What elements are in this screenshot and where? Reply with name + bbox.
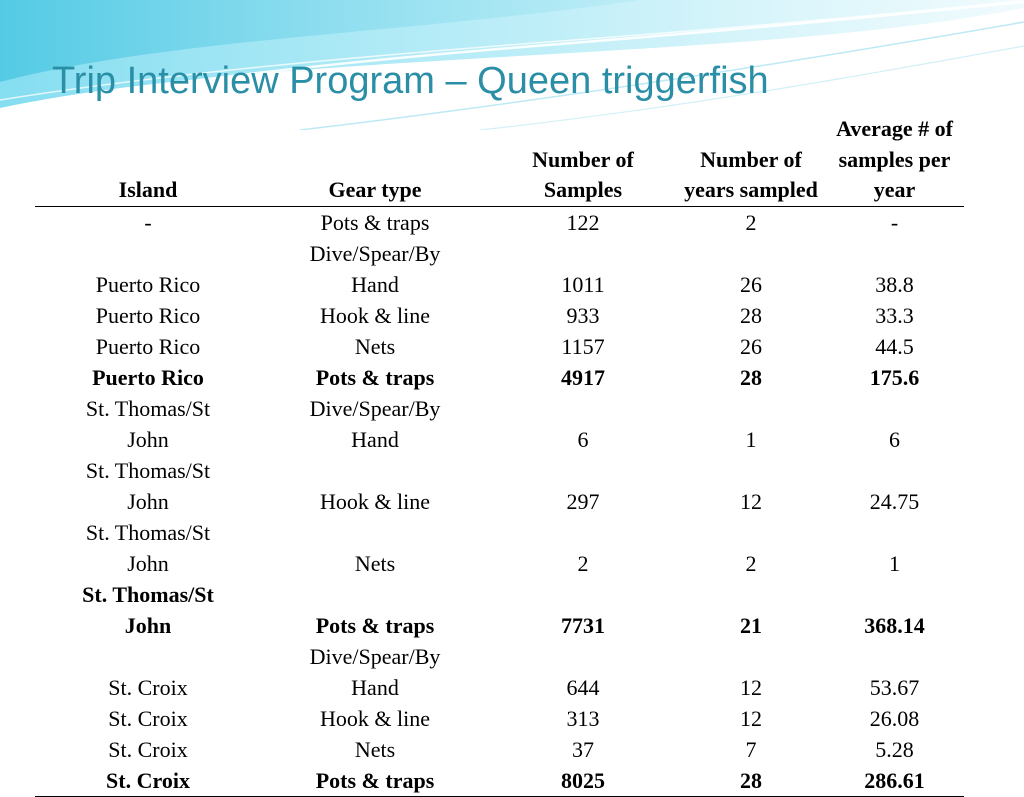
cell-avg bbox=[825, 734, 964, 765]
cell-avg-text: 1 bbox=[889, 550, 900, 576]
table-row bbox=[35, 765, 964, 797]
header-average-samples bbox=[825, 113, 964, 206]
cell-avg bbox=[825, 703, 964, 734]
cell-avg-text: 44.5 bbox=[875, 333, 914, 359]
cell-island-text: Puerto Rico bbox=[92, 364, 204, 390]
cell-gear-text: Nets bbox=[354, 736, 396, 762]
cell-avg bbox=[825, 362, 964, 393]
cell-avg-text: 24.75 bbox=[869, 488, 920, 514]
cell-avg bbox=[825, 331, 964, 362]
cell-samples-text: 297 bbox=[566, 488, 600, 514]
cell-years bbox=[677, 734, 825, 765]
header-average-samples-text: Average # of samples per year bbox=[836, 116, 953, 202]
header-years-sampled bbox=[677, 113, 825, 206]
cell-years-text: 2 bbox=[745, 550, 757, 576]
cell-island bbox=[35, 455, 261, 517]
cell-gear bbox=[261, 331, 489, 362]
cell-years bbox=[677, 579, 825, 641]
cell-avg-text: 368.14 bbox=[864, 612, 925, 638]
cell-avg bbox=[825, 765, 964, 797]
cell-gear-text: Pots & traps bbox=[315, 364, 435, 390]
cell-years-text: 7 bbox=[745, 736, 757, 762]
cell-samples-text: 933 bbox=[566, 302, 600, 328]
table-row bbox=[35, 362, 964, 393]
cell-samples bbox=[489, 765, 677, 797]
table-row bbox=[35, 300, 964, 331]
cell-years-text: 28 bbox=[740, 302, 762, 328]
cell-island-text: - bbox=[144, 209, 152, 235]
cell-years-text: 26 bbox=[740, 333, 762, 359]
cell-avg bbox=[825, 641, 964, 703]
cell-samples bbox=[489, 579, 677, 641]
table-row bbox=[35, 579, 964, 641]
cell-gear-text: Nets bbox=[354, 333, 396, 359]
cell-island bbox=[35, 300, 261, 331]
cell-island bbox=[35, 206, 261, 238]
header-number-of-samples bbox=[489, 113, 677, 206]
cell-samples bbox=[489, 734, 677, 765]
cell-gear-text: Nets bbox=[354, 550, 396, 576]
cell-island bbox=[35, 331, 261, 362]
cell-gear-text: Hook & line bbox=[320, 705, 430, 731]
cell-years-text: 21 bbox=[740, 612, 762, 638]
cell-years-text: 28 bbox=[740, 364, 762, 390]
cell-gear-text: Dive/Spear/By Hand bbox=[309, 643, 441, 700]
cell-years bbox=[677, 455, 825, 517]
cell-years bbox=[677, 641, 825, 703]
cell-gear-text: Hook & line bbox=[320, 488, 430, 514]
cell-island-text: St. Thomas/St John bbox=[85, 395, 211, 452]
header-years-sampled-text: Number of years sampled bbox=[684, 146, 818, 202]
cell-avg bbox=[825, 300, 964, 331]
cell-samples bbox=[489, 703, 677, 734]
cell-avg-text: 5.28 bbox=[875, 736, 914, 762]
cell-avg bbox=[825, 517, 964, 579]
cell-island-text: St. Croix bbox=[108, 705, 188, 731]
cell-samples bbox=[489, 300, 677, 331]
cell-avg-text: 175.6 bbox=[869, 364, 920, 390]
cell-avg bbox=[825, 393, 964, 455]
cell-island-text: St. Thomas/St John bbox=[85, 457, 211, 514]
cell-years-text: 12 bbox=[740, 705, 762, 731]
cell-samples-text: 7731 bbox=[561, 612, 605, 638]
table-row bbox=[35, 455, 964, 517]
table-row bbox=[35, 206, 964, 238]
cell-years bbox=[677, 393, 825, 455]
cell-samples-text: 6 bbox=[577, 426, 589, 452]
header-gear-type: Gear type bbox=[261, 113, 489, 206]
cell-gear bbox=[261, 362, 489, 393]
cell-samples bbox=[489, 238, 677, 300]
cell-gear bbox=[261, 206, 489, 238]
cell-island bbox=[35, 393, 261, 455]
table-row bbox=[35, 703, 964, 734]
cell-island bbox=[35, 734, 261, 765]
cell-gear bbox=[261, 300, 489, 331]
cell-island-text: St. Croix bbox=[108, 674, 188, 700]
table-row bbox=[35, 734, 964, 765]
cell-years bbox=[677, 517, 825, 579]
cell-samples-text: 122 bbox=[566, 209, 600, 235]
table-row bbox=[35, 393, 964, 455]
cell-years bbox=[677, 206, 825, 238]
cell-island-text: Puerto Rico bbox=[95, 271, 201, 297]
cell-years bbox=[677, 238, 825, 300]
cell-island bbox=[35, 238, 261, 300]
cell-samples-text: 2 bbox=[577, 550, 589, 576]
cell-samples-text: 8025 bbox=[561, 767, 605, 793]
cell-avg bbox=[825, 206, 964, 238]
table-row bbox=[35, 238, 964, 300]
slide-title: Trip Interview Program – Queen triggerfish bbox=[52, 60, 769, 102]
cell-years-text: 26 bbox=[740, 271, 762, 297]
cell-island bbox=[35, 765, 261, 797]
cell-avg-text: 286.61 bbox=[864, 767, 925, 793]
table-row bbox=[35, 641, 964, 703]
cell-gear-text: Dive/Spear/By Hand bbox=[309, 240, 441, 297]
cell-gear-text: Dive/Spear/By Hand bbox=[309, 395, 441, 452]
cell-years-text: 28 bbox=[740, 767, 762, 793]
cell-samples bbox=[489, 362, 677, 393]
cell-avg bbox=[825, 579, 964, 641]
cell-island bbox=[35, 362, 261, 393]
cell-samples-text: 4917 bbox=[561, 364, 605, 390]
cell-avg-text: 53.67 bbox=[869, 674, 920, 700]
cell-gear bbox=[261, 641, 489, 703]
table-row bbox=[35, 517, 964, 579]
cell-years bbox=[677, 362, 825, 393]
cell-avg-text: - bbox=[890, 209, 899, 235]
cell-samples bbox=[489, 517, 677, 579]
cell-samples-text: 644 bbox=[566, 674, 600, 700]
cell-samples-text: 1157 bbox=[561, 333, 605, 359]
cell-samples-text: 1011 bbox=[561, 271, 605, 297]
cell-gear bbox=[261, 579, 489, 641]
cell-years bbox=[677, 331, 825, 362]
cell-island bbox=[35, 517, 261, 579]
cell-avg-text: 38.8 bbox=[875, 271, 914, 297]
cell-gear-text: Pots & traps bbox=[315, 767, 435, 793]
header-island: Island bbox=[35, 113, 261, 206]
cell-gear bbox=[261, 703, 489, 734]
cell-avg-text: 26.08 bbox=[869, 705, 920, 731]
cell-samples bbox=[489, 641, 677, 703]
table-row bbox=[35, 331, 964, 362]
cell-years-text: 12 bbox=[740, 488, 762, 514]
cell-island-text: Puerto Rico bbox=[95, 302, 201, 328]
cell-samples bbox=[489, 393, 677, 455]
cell-samples-text: 313 bbox=[566, 705, 600, 731]
cell-years-text: 2 bbox=[745, 209, 757, 235]
cell-samples bbox=[489, 206, 677, 238]
table-header-row bbox=[35, 113, 964, 206]
cell-gear-text: Hook & line bbox=[320, 302, 430, 328]
cell-gear-text: Pots & traps bbox=[315, 612, 435, 638]
cell-island bbox=[35, 703, 261, 734]
cell-avg bbox=[825, 238, 964, 300]
cell-gear bbox=[261, 765, 489, 797]
cell-samples bbox=[489, 455, 677, 517]
cell-gear bbox=[261, 455, 489, 517]
cell-avg-text: 33.3 bbox=[875, 302, 914, 328]
cell-samples-text: 37 bbox=[572, 736, 594, 762]
cell-samples bbox=[489, 331, 677, 362]
cell-years bbox=[677, 703, 825, 734]
table-body bbox=[35, 206, 964, 796]
header-number-of-samples-text: Number of Samples bbox=[532, 146, 634, 202]
cell-gear-text: Pots & traps bbox=[320, 209, 430, 235]
cell-island-text: St. Croix bbox=[106, 767, 190, 793]
cell-gear bbox=[261, 517, 489, 579]
cell-island-text: St. Thomas/St John bbox=[85, 519, 211, 576]
cell-years bbox=[677, 765, 825, 797]
cell-avg bbox=[825, 455, 964, 517]
cell-island-text: St. Croix bbox=[108, 736, 188, 762]
cell-years-text: 1 bbox=[745, 426, 757, 452]
cell-island-text: Puerto Rico bbox=[95, 333, 201, 359]
cell-island bbox=[35, 641, 261, 703]
cell-gear bbox=[261, 238, 489, 300]
cell-avg-text: 6 bbox=[889, 426, 900, 452]
cell-years bbox=[677, 300, 825, 331]
cell-island-text: St. Thomas/St John bbox=[82, 581, 214, 638]
cell-years-text: 12 bbox=[740, 674, 762, 700]
samples-table bbox=[35, 113, 964, 797]
cell-island bbox=[35, 579, 261, 641]
cell-gear bbox=[261, 734, 489, 765]
cell-gear bbox=[261, 393, 489, 455]
